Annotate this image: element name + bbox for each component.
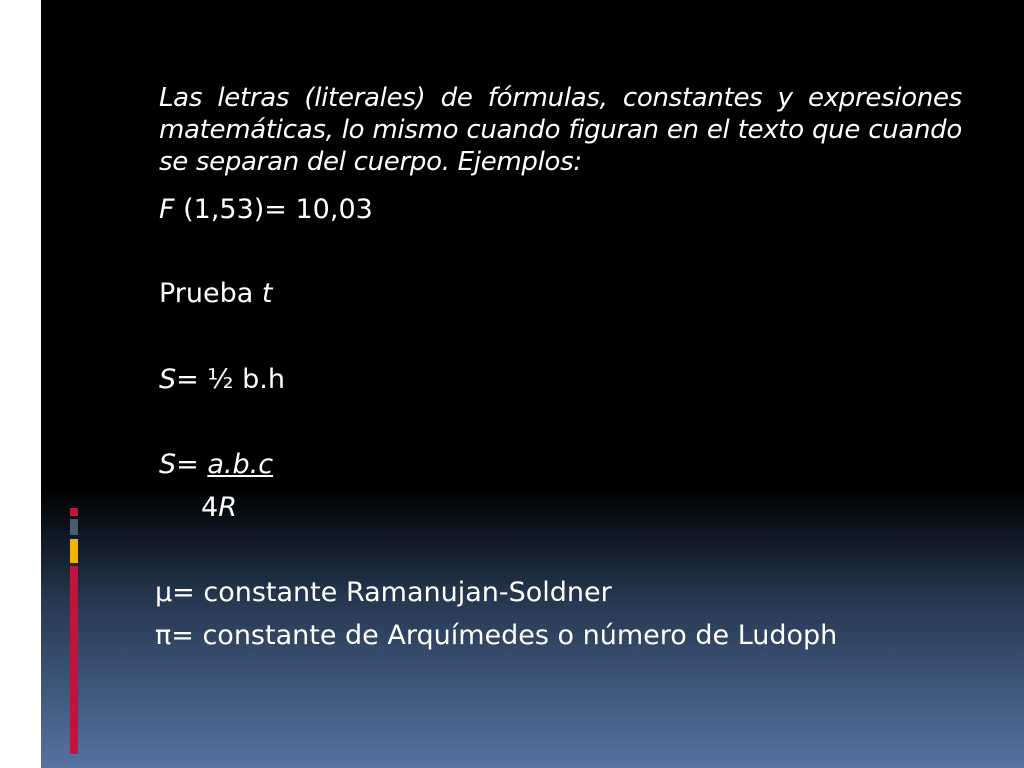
example-f-statistic (159, 194, 373, 226)
accent-bar-red-small (70, 508, 78, 516)
example-f-value: (1,53)= 10,03 (174, 194, 373, 225)
example-area-triangle (159, 364, 285, 396)
example-area-circumradius (159, 449, 273, 481)
example-s2-denominator-variable: R (218, 492, 237, 523)
mu-definition: µ= constante Ramanujan-Soldner (155, 577, 612, 608)
accent-bar-gray (70, 519, 78, 535)
example-t-variable: t (261, 278, 273, 309)
accent-bar-yellow (70, 539, 78, 563)
example-s1-formula: = ½ b.h (176, 364, 285, 395)
example-s2-denominator (201, 492, 237, 524)
slide-content (159, 82, 962, 178)
example-s2-numerator: a.b.c (207, 449, 274, 480)
example-s1-variable: S (159, 364, 177, 395)
example-s2-denominator-number: 4 (201, 492, 219, 523)
intro-paragraph: Las letras (literales) de fórmulas, constantes y expresiones matemáticas, lo mismo cuando figuran en el texto que cuando se separan del cuerpo. Ejemplos: (159, 83, 962, 177)
example-t-test (159, 278, 273, 310)
accent-bar-red-long (70, 566, 78, 754)
slide-left-border (0, 0, 41, 768)
example-s2-variable: S (159, 449, 177, 480)
example-t-word: Prueba (159, 278, 262, 309)
pi-definition: π= constante de Arquímedes o número de Ludoph (155, 620, 838, 651)
example-s2-equals: = (176, 449, 208, 480)
example-f-variable: F (159, 194, 175, 225)
